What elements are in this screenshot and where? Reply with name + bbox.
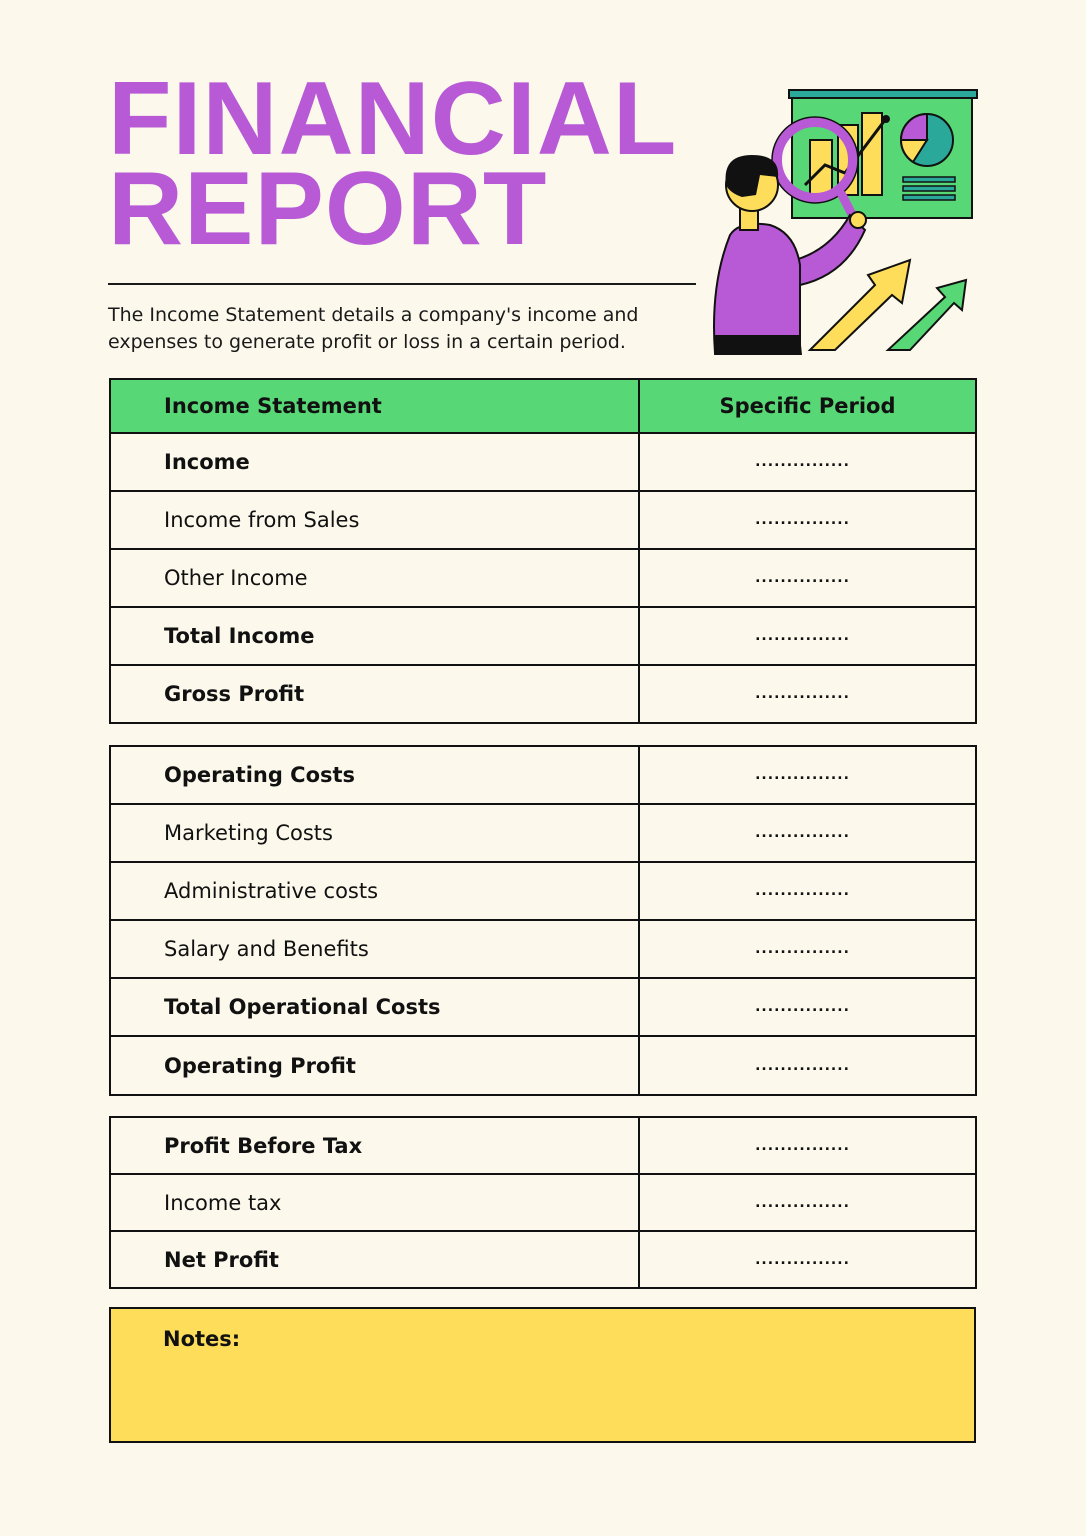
table-row: [110, 549, 976, 607]
table-row: [110, 1036, 976, 1095]
title-line-1: FINANCIAL: [108, 61, 678, 177]
value-placeholder[interactable]: ...............: [639, 665, 976, 723]
value-placeholder[interactable]: ...............: [639, 491, 976, 549]
report-title: [108, 61, 678, 267]
row-label: Total Operational Costs: [110, 978, 639, 1036]
value-placeholder[interactable]: ...............: [639, 978, 976, 1036]
operating-costs-table: [109, 745, 977, 1096]
value-placeholder[interactable]: ...............: [639, 549, 976, 607]
table-row: [110, 978, 976, 1036]
value-placeholder[interactable]: ...............: [639, 1174, 976, 1231]
value-placeholder[interactable]: ...............: [639, 862, 976, 920]
row-label: Gross Profit: [110, 665, 639, 723]
notes-box[interactable]: [109, 1307, 976, 1443]
col-header-income-statement: Income Statement: [110, 379, 639, 433]
report-description: The Income Statement details a company's income and expenses to generate profit or loss in a certain period.: [108, 304, 639, 353]
table-row: [110, 746, 976, 804]
row-label: Income from Sales: [110, 491, 639, 549]
row-label: Operating Costs: [110, 746, 639, 804]
value-placeholder[interactable]: ...............: [639, 804, 976, 862]
table-row: [110, 665, 976, 723]
value-placeholder[interactable]: ...............: [639, 1231, 976, 1288]
table-header-row: [110, 379, 976, 433]
row-label: Salary and Benefits: [110, 920, 639, 978]
value-placeholder[interactable]: ...............: [639, 1036, 976, 1095]
row-label: Total Income: [110, 607, 639, 665]
analyst-illustration: [700, 85, 985, 360]
income-section-table: [109, 378, 977, 724]
title-line-2: REPORT: [108, 151, 548, 267]
col-header-specific-period: Specific Period: [639, 379, 976, 433]
table-row: [110, 1231, 976, 1288]
row-label: Profit Before Tax: [110, 1117, 639, 1174]
value-placeholder[interactable]: ...............: [639, 433, 976, 491]
row-label: Other Income: [110, 549, 639, 607]
table-row: [110, 491, 976, 549]
table-row: [110, 920, 976, 978]
value-placeholder[interactable]: ...............: [639, 607, 976, 665]
table-row: [110, 804, 976, 862]
row-label: Income tax: [110, 1174, 639, 1231]
row-label: Income: [110, 433, 639, 491]
value-placeholder[interactable]: ...............: [639, 746, 976, 804]
row-label: Marketing Costs: [110, 804, 639, 862]
title-divider: [108, 283, 696, 285]
table-row: [110, 1174, 976, 1231]
profit-tax-table: [109, 1116, 977, 1289]
row-label: Net Profit: [110, 1231, 639, 1288]
table-row: [110, 607, 976, 665]
table-row: [110, 433, 976, 491]
value-placeholder[interactable]: ...............: [639, 920, 976, 978]
row-label: Operating Profit: [110, 1036, 639, 1095]
row-label: Administrative costs: [110, 862, 639, 920]
value-placeholder[interactable]: ...............: [639, 1117, 976, 1174]
table-row: [110, 862, 976, 920]
notes-label: Notes:: [163, 1327, 241, 1351]
table-row: [110, 1117, 976, 1174]
